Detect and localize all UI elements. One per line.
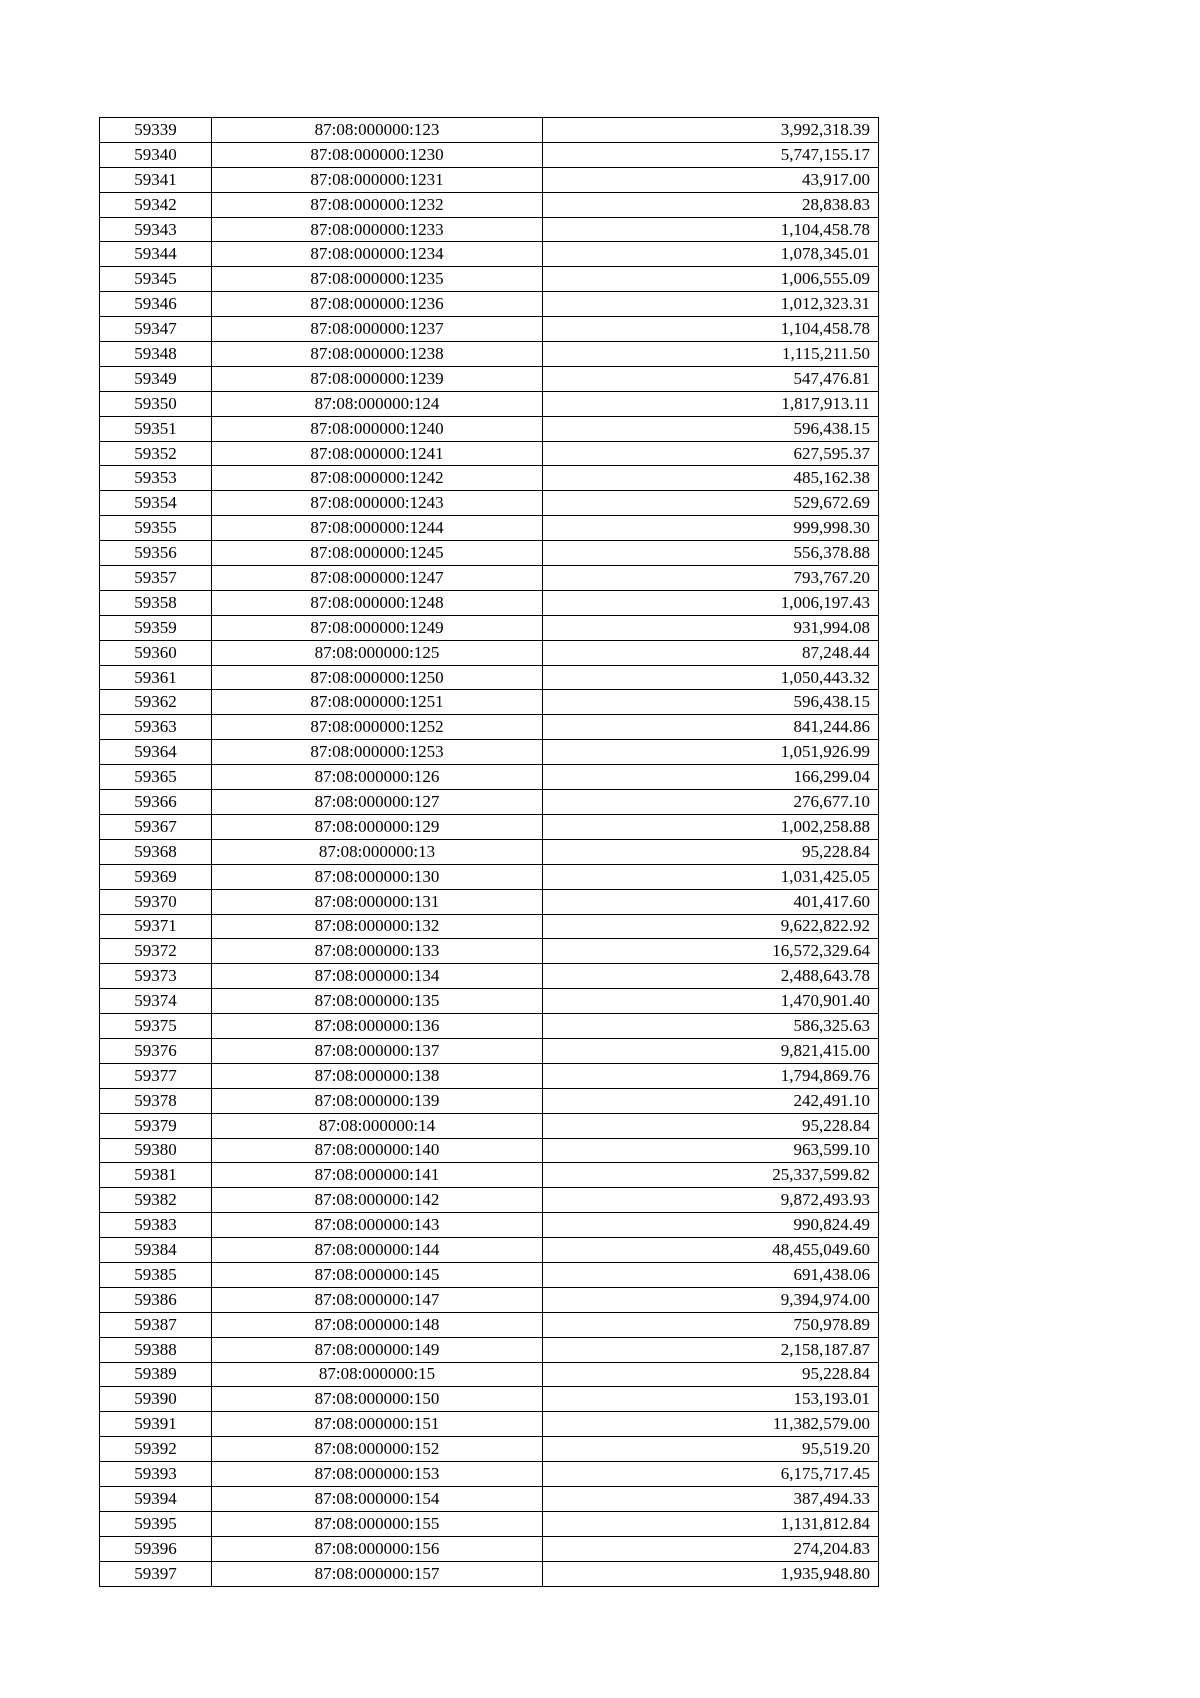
cadastral-number-cell: 87:08:000000:129 <box>212 814 543 839</box>
cadastral-number-cell: 87:08:000000:138 <box>212 1063 543 1088</box>
table-row <box>100 814 879 839</box>
value-cell: 1,131,812.84 <box>543 1511 879 1536</box>
value-cell: 28,838.83 <box>543 192 879 217</box>
table-row <box>100 864 879 889</box>
row-id-cell: 59394 <box>100 1486 212 1511</box>
table-row <box>100 1014 879 1039</box>
table-row <box>100 889 879 914</box>
row-id-cell: 59359 <box>100 615 212 640</box>
cadastral-value-table <box>99 117 879 1587</box>
table-row <box>100 839 879 864</box>
value-cell: 1,006,555.09 <box>543 267 879 292</box>
row-id-cell: 59363 <box>100 715 212 740</box>
cadastral-number-cell: 87:08:000000:132 <box>212 914 543 939</box>
table-row <box>100 366 879 391</box>
table-row <box>100 441 879 466</box>
cadastral-number-cell: 87:08:000000:155 <box>212 1511 543 1536</box>
cadastral-number-cell: 87:08:000000:126 <box>212 765 543 790</box>
value-cell: 963,599.10 <box>543 1138 879 1163</box>
value-cell: 691,438.06 <box>543 1262 879 1287</box>
table-row <box>100 242 879 267</box>
row-id-cell: 59396 <box>100 1536 212 1561</box>
value-cell: 485,162.38 <box>543 466 879 491</box>
value-cell: 1,115,211.50 <box>543 342 879 367</box>
table-row <box>100 715 879 740</box>
table-row <box>100 1337 879 1362</box>
row-id-cell: 59344 <box>100 242 212 267</box>
table-row <box>100 1437 879 1462</box>
row-id-cell: 59353 <box>100 466 212 491</box>
value-cell: 793,767.20 <box>543 566 879 591</box>
cadastral-number-cell: 87:08:000000:1240 <box>212 416 543 441</box>
table-row <box>100 1113 879 1138</box>
cadastral-number-cell: 87:08:000000:1241 <box>212 441 543 466</box>
value-cell: 931,994.08 <box>543 615 879 640</box>
value-cell: 1,078,345.01 <box>543 242 879 267</box>
value-cell: 9,394,974.00 <box>543 1287 879 1312</box>
table-row <box>100 217 879 242</box>
value-cell: 9,622,822.92 <box>543 914 879 939</box>
value-cell: 1,794,869.76 <box>543 1063 879 1088</box>
table-row <box>100 416 879 441</box>
cadastral-number-cell: 87:08:000000:1234 <box>212 242 543 267</box>
cadastral-number-cell: 87:08:000000:124 <box>212 391 543 416</box>
cadastral-number-cell: 87:08:000000:143 <box>212 1213 543 1238</box>
cadastral-number-cell: 87:08:000000:1232 <box>212 192 543 217</box>
value-cell: 276,677.10 <box>543 790 879 815</box>
table-row <box>100 1536 879 1561</box>
cadastral-number-cell: 87:08:000000:156 <box>212 1536 543 1561</box>
row-id-cell: 59384 <box>100 1238 212 1263</box>
cadastral-number-cell: 87:08:000000:152 <box>212 1437 543 1462</box>
table-row <box>100 491 879 516</box>
row-id-cell: 59350 <box>100 391 212 416</box>
cadastral-number-cell: 87:08:000000:1244 <box>212 516 543 541</box>
row-id-cell: 59355 <box>100 516 212 541</box>
cadastral-number-cell: 87:08:000000:154 <box>212 1486 543 1511</box>
table-row <box>100 1262 879 1287</box>
cadastral-number-cell: 87:08:000000:150 <box>212 1387 543 1412</box>
row-id-cell: 59360 <box>100 640 212 665</box>
row-id-cell: 59341 <box>100 167 212 192</box>
value-cell: 387,494.33 <box>543 1486 879 1511</box>
value-cell: 3,992,318.39 <box>543 118 879 143</box>
row-id-cell: 59395 <box>100 1511 212 1536</box>
row-id-cell: 59358 <box>100 590 212 615</box>
cadastral-number-cell: 87:08:000000:147 <box>212 1287 543 1312</box>
table-row <box>100 790 879 815</box>
cadastral-number-cell: 87:08:000000:157 <box>212 1561 543 1586</box>
value-cell: 9,821,415.00 <box>543 1038 879 1063</box>
cadastral-number-cell: 87:08:000000:1237 <box>212 317 543 342</box>
row-id-cell: 59365 <box>100 765 212 790</box>
value-cell: 1,051,926.99 <box>543 740 879 765</box>
table-row <box>100 690 879 715</box>
row-id-cell: 59382 <box>100 1188 212 1213</box>
cadastral-number-cell: 87:08:000000:1253 <box>212 740 543 765</box>
table-row <box>100 615 879 640</box>
value-cell: 6,175,717.45 <box>543 1462 879 1487</box>
cadastral-number-cell: 87:08:000000:130 <box>212 864 543 889</box>
value-cell: 596,438.15 <box>543 416 879 441</box>
cadastral-number-cell: 87:08:000000:127 <box>212 790 543 815</box>
cadastral-number-cell: 87:08:000000:14 <box>212 1113 543 1138</box>
table-row <box>100 192 879 217</box>
value-cell: 9,872,493.93 <box>543 1188 879 1213</box>
value-cell: 43,917.00 <box>543 167 879 192</box>
row-id-cell: 59340 <box>100 142 212 167</box>
table-row <box>100 1138 879 1163</box>
value-cell: 87,248.44 <box>543 640 879 665</box>
table-row <box>100 167 879 192</box>
row-id-cell: 59378 <box>100 1088 212 1113</box>
cadastral-number-cell: 87:08:000000:139 <box>212 1088 543 1113</box>
value-cell: 1,050,443.32 <box>543 665 879 690</box>
table-row <box>100 740 879 765</box>
cadastral-number-cell: 87:08:000000:1238 <box>212 342 543 367</box>
table-row <box>100 1486 879 1511</box>
row-id-cell: 59352 <box>100 441 212 466</box>
value-cell: 529,672.69 <box>543 491 879 516</box>
table-row <box>100 964 879 989</box>
row-id-cell: 59387 <box>100 1312 212 1337</box>
cadastral-number-cell: 87:08:000000:133 <box>212 939 543 964</box>
row-id-cell: 59339 <box>100 118 212 143</box>
cadastral-number-cell: 87:08:000000:123 <box>212 118 543 143</box>
value-cell: 16,572,329.64 <box>543 939 879 964</box>
cadastral-number-cell: 87:08:000000:1249 <box>212 615 543 640</box>
value-cell: 586,325.63 <box>543 1014 879 1039</box>
table-row <box>100 665 879 690</box>
value-cell: 2,488,643.78 <box>543 964 879 989</box>
table-row <box>100 1088 879 1113</box>
cadastral-number-cell: 87:08:000000:131 <box>212 889 543 914</box>
row-id-cell: 59354 <box>100 491 212 516</box>
value-cell: 48,455,049.60 <box>543 1238 879 1263</box>
cadastral-number-cell: 87:08:000000:135 <box>212 989 543 1014</box>
row-id-cell: 59349 <box>100 366 212 391</box>
cadastral-number-cell: 87:08:000000:1251 <box>212 690 543 715</box>
cadastral-number-cell: 87:08:000000:148 <box>212 1312 543 1337</box>
table-row <box>100 1387 879 1412</box>
table-row <box>100 1462 879 1487</box>
value-cell: 95,228.84 <box>543 839 879 864</box>
cadastral-number-cell: 87:08:000000:1231 <box>212 167 543 192</box>
table-row <box>100 765 879 790</box>
cadastral-number-cell: 87:08:000000:1235 <box>212 267 543 292</box>
cadastral-number-cell: 87:08:000000:1233 <box>212 217 543 242</box>
cadastral-number-cell: 87:08:000000:140 <box>212 1138 543 1163</box>
table-row <box>100 1188 879 1213</box>
table-row <box>100 914 879 939</box>
row-id-cell: 59366 <box>100 790 212 815</box>
row-id-cell: 59351 <box>100 416 212 441</box>
table-row <box>100 1038 879 1063</box>
row-id-cell: 59371 <box>100 914 212 939</box>
table-row <box>100 292 879 317</box>
table-row <box>100 1561 879 1586</box>
row-id-cell: 59374 <box>100 989 212 1014</box>
row-id-cell: 59347 <box>100 317 212 342</box>
value-cell: 274,204.83 <box>543 1536 879 1561</box>
cadastral-number-cell: 87:08:000000:142 <box>212 1188 543 1213</box>
row-id-cell: 59370 <box>100 889 212 914</box>
value-cell: 95,519.20 <box>543 1437 879 1462</box>
cadastral-number-cell: 87:08:000000:1236 <box>212 292 543 317</box>
cadastral-number-cell: 87:08:000000:145 <box>212 1262 543 1287</box>
table-row <box>100 142 879 167</box>
cadastral-number-cell: 87:08:000000:1239 <box>212 366 543 391</box>
table-row <box>100 466 879 491</box>
cadastral-number-cell: 87:08:000000:141 <box>212 1163 543 1188</box>
cadastral-number-cell: 87:08:000000:153 <box>212 1462 543 1487</box>
value-cell: 153,193.01 <box>543 1387 879 1412</box>
table-row <box>100 640 879 665</box>
row-id-cell: 59346 <box>100 292 212 317</box>
value-cell: 841,244.86 <box>543 715 879 740</box>
cadastral-number-cell: 87:08:000000:151 <box>212 1412 543 1437</box>
cadastral-number-cell: 87:08:000000:134 <box>212 964 543 989</box>
row-id-cell: 59357 <box>100 566 212 591</box>
cadastral-number-cell: 87:08:000000:1243 <box>212 491 543 516</box>
value-cell: 1,012,323.31 <box>543 292 879 317</box>
value-cell: 1,104,458.78 <box>543 317 879 342</box>
row-id-cell: 59342 <box>100 192 212 217</box>
row-id-cell: 59391 <box>100 1412 212 1437</box>
value-cell: 401,417.60 <box>543 889 879 914</box>
table-row <box>100 1362 879 1387</box>
cadastral-number-cell: 87:08:000000:1252 <box>212 715 543 740</box>
table-body <box>100 118 879 1587</box>
cadastral-number-cell: 87:08:000000:15 <box>212 1362 543 1387</box>
row-id-cell: 59390 <box>100 1387 212 1412</box>
value-cell: 1,935,948.80 <box>543 1561 879 1586</box>
row-id-cell: 59361 <box>100 665 212 690</box>
value-cell: 95,228.84 <box>543 1113 879 1138</box>
value-cell: 1,006,197.43 <box>543 590 879 615</box>
value-cell: 1,470,901.40 <box>543 989 879 1014</box>
cadastral-number-cell: 87:08:000000:1250 <box>212 665 543 690</box>
table-row <box>100 516 879 541</box>
row-id-cell: 59377 <box>100 1063 212 1088</box>
table-row <box>100 1163 879 1188</box>
cadastral-number-cell: 87:08:000000:149 <box>212 1337 543 1362</box>
cadastral-number-cell: 87:08:000000:13 <box>212 839 543 864</box>
row-id-cell: 59345 <box>100 267 212 292</box>
table-row <box>100 1412 879 1437</box>
table-row <box>100 317 879 342</box>
row-id-cell: 59397 <box>100 1561 212 1586</box>
value-cell: 11,382,579.00 <box>543 1412 879 1437</box>
table-row <box>100 1287 879 1312</box>
row-id-cell: 59376 <box>100 1038 212 1063</box>
table-row <box>100 939 879 964</box>
value-cell: 627,595.37 <box>543 441 879 466</box>
row-id-cell: 59375 <box>100 1014 212 1039</box>
table-row <box>100 391 879 416</box>
table-row <box>100 1063 879 1088</box>
row-id-cell: 59367 <box>100 814 212 839</box>
table-row <box>100 1312 879 1337</box>
value-cell: 990,824.49 <box>543 1213 879 1238</box>
row-id-cell: 59379 <box>100 1113 212 1138</box>
value-cell: 596,438.15 <box>543 690 879 715</box>
value-cell: 25,337,599.82 <box>543 1163 879 1188</box>
cadastral-number-cell: 87:08:000000:1245 <box>212 541 543 566</box>
row-id-cell: 59368 <box>100 839 212 864</box>
value-cell: 750,978.89 <box>543 1312 879 1337</box>
table-row <box>100 342 879 367</box>
row-id-cell: 59364 <box>100 740 212 765</box>
cadastral-number-cell: 87:08:000000:1247 <box>212 566 543 591</box>
row-id-cell: 59380 <box>100 1138 212 1163</box>
row-id-cell: 59385 <box>100 1262 212 1287</box>
cadastral-number-cell: 87:08:000000:1230 <box>212 142 543 167</box>
table-row <box>100 1238 879 1263</box>
table-row <box>100 989 879 1014</box>
value-cell: 1,104,458.78 <box>543 217 879 242</box>
table-row <box>100 566 879 591</box>
cadastral-number-cell: 87:08:000000:137 <box>212 1038 543 1063</box>
value-cell: 1,002,258.88 <box>543 814 879 839</box>
row-id-cell: 59369 <box>100 864 212 889</box>
row-id-cell: 59373 <box>100 964 212 989</box>
value-cell: 5,747,155.17 <box>543 142 879 167</box>
row-id-cell: 59372 <box>100 939 212 964</box>
row-id-cell: 59383 <box>100 1213 212 1238</box>
row-id-cell: 59392 <box>100 1437 212 1462</box>
row-id-cell: 59388 <box>100 1337 212 1362</box>
cadastral-number-cell: 87:08:000000:136 <box>212 1014 543 1039</box>
table-row <box>100 267 879 292</box>
table-row <box>100 118 879 143</box>
cadastral-number-cell: 87:08:000000:1248 <box>212 590 543 615</box>
row-id-cell: 59356 <box>100 541 212 566</box>
row-id-cell: 59348 <box>100 342 212 367</box>
value-cell: 1,031,425.05 <box>543 864 879 889</box>
value-cell: 556,378.88 <box>543 541 879 566</box>
value-cell: 1,817,913.11 <box>543 391 879 416</box>
value-cell: 95,228.84 <box>543 1362 879 1387</box>
value-cell: 2,158,187.87 <box>543 1337 879 1362</box>
table-row <box>100 590 879 615</box>
table-row <box>100 1213 879 1238</box>
row-id-cell: 59389 <box>100 1362 212 1387</box>
value-cell: 547,476.81 <box>543 366 879 391</box>
row-id-cell: 59343 <box>100 217 212 242</box>
row-id-cell: 59362 <box>100 690 212 715</box>
value-cell: 999,998.30 <box>543 516 879 541</box>
row-id-cell: 59381 <box>100 1163 212 1188</box>
table-row <box>100 1511 879 1536</box>
cadastral-number-cell: 87:08:000000:125 <box>212 640 543 665</box>
row-id-cell: 59386 <box>100 1287 212 1312</box>
cadastral-number-cell: 87:08:000000:144 <box>212 1238 543 1263</box>
row-id-cell: 59393 <box>100 1462 212 1487</box>
cadastral-number-cell: 87:08:000000:1242 <box>212 466 543 491</box>
value-cell: 242,491.10 <box>543 1088 879 1113</box>
value-cell: 166,299.04 <box>543 765 879 790</box>
table-row <box>100 541 879 566</box>
